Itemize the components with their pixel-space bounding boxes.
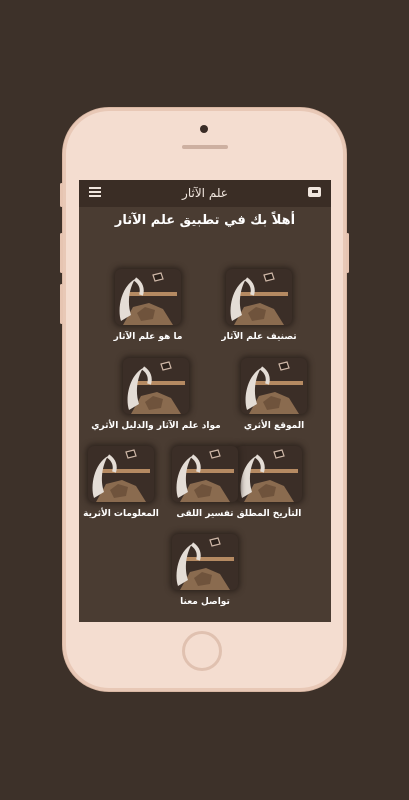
tile-label: التأريخ المطلق — [236, 509, 302, 519]
tile-what-is-archaeology[interactable] — [83, 269, 213, 342]
phone-button-power — [346, 233, 349, 273]
phone-button-volume-up — [60, 233, 63, 273]
tile-contact-us[interactable] — [155, 534, 255, 607]
front-camera — [200, 125, 208, 133]
tile-materials-evidence[interactable] — [91, 358, 221, 431]
pickaxe-icon — [241, 358, 307, 414]
app-title: علم الآثار — [182, 186, 228, 200]
pickaxe-icon — [115, 269, 181, 325]
pickaxe-icon — [172, 534, 238, 590]
app-bar — [79, 180, 331, 207]
phone-button-volume-down — [60, 284, 63, 324]
tile-label: مواد علم الآثار والدليل الأثري — [91, 421, 221, 431]
home-button[interactable] — [182, 631, 222, 671]
app-screen — [79, 180, 331, 622]
tile-archaeology-classification[interactable] — [194, 269, 324, 342]
tile-label: تواصل معنا — [180, 597, 230, 607]
tile-label: ما هو علم الآثار — [113, 332, 183, 342]
phone-button-mute — [60, 183, 63, 207]
tile-archaeological-site[interactable] — [209, 358, 331, 431]
message-icon[interactable] — [308, 187, 321, 197]
phone-frame — [63, 108, 346, 691]
welcome-heading: أهلاً بك في تطبيق علم الآثار — [114, 213, 296, 228]
tile-label: تفسير اللقى — [176, 509, 234, 519]
speaker — [182, 145, 228, 149]
pickaxe-icon — [172, 446, 238, 502]
tile-label: الموقع الأثري — [243, 421, 305, 431]
pickaxe-icon — [88, 446, 154, 502]
pickaxe-icon — [123, 358, 189, 414]
tile-archaeological-information[interactable] — [79, 446, 171, 519]
tile-label: المعلومات الأثرية — [83, 509, 159, 519]
tile-label: تصنيف علم الآثار — [221, 332, 297, 342]
pickaxe-icon — [226, 269, 292, 325]
